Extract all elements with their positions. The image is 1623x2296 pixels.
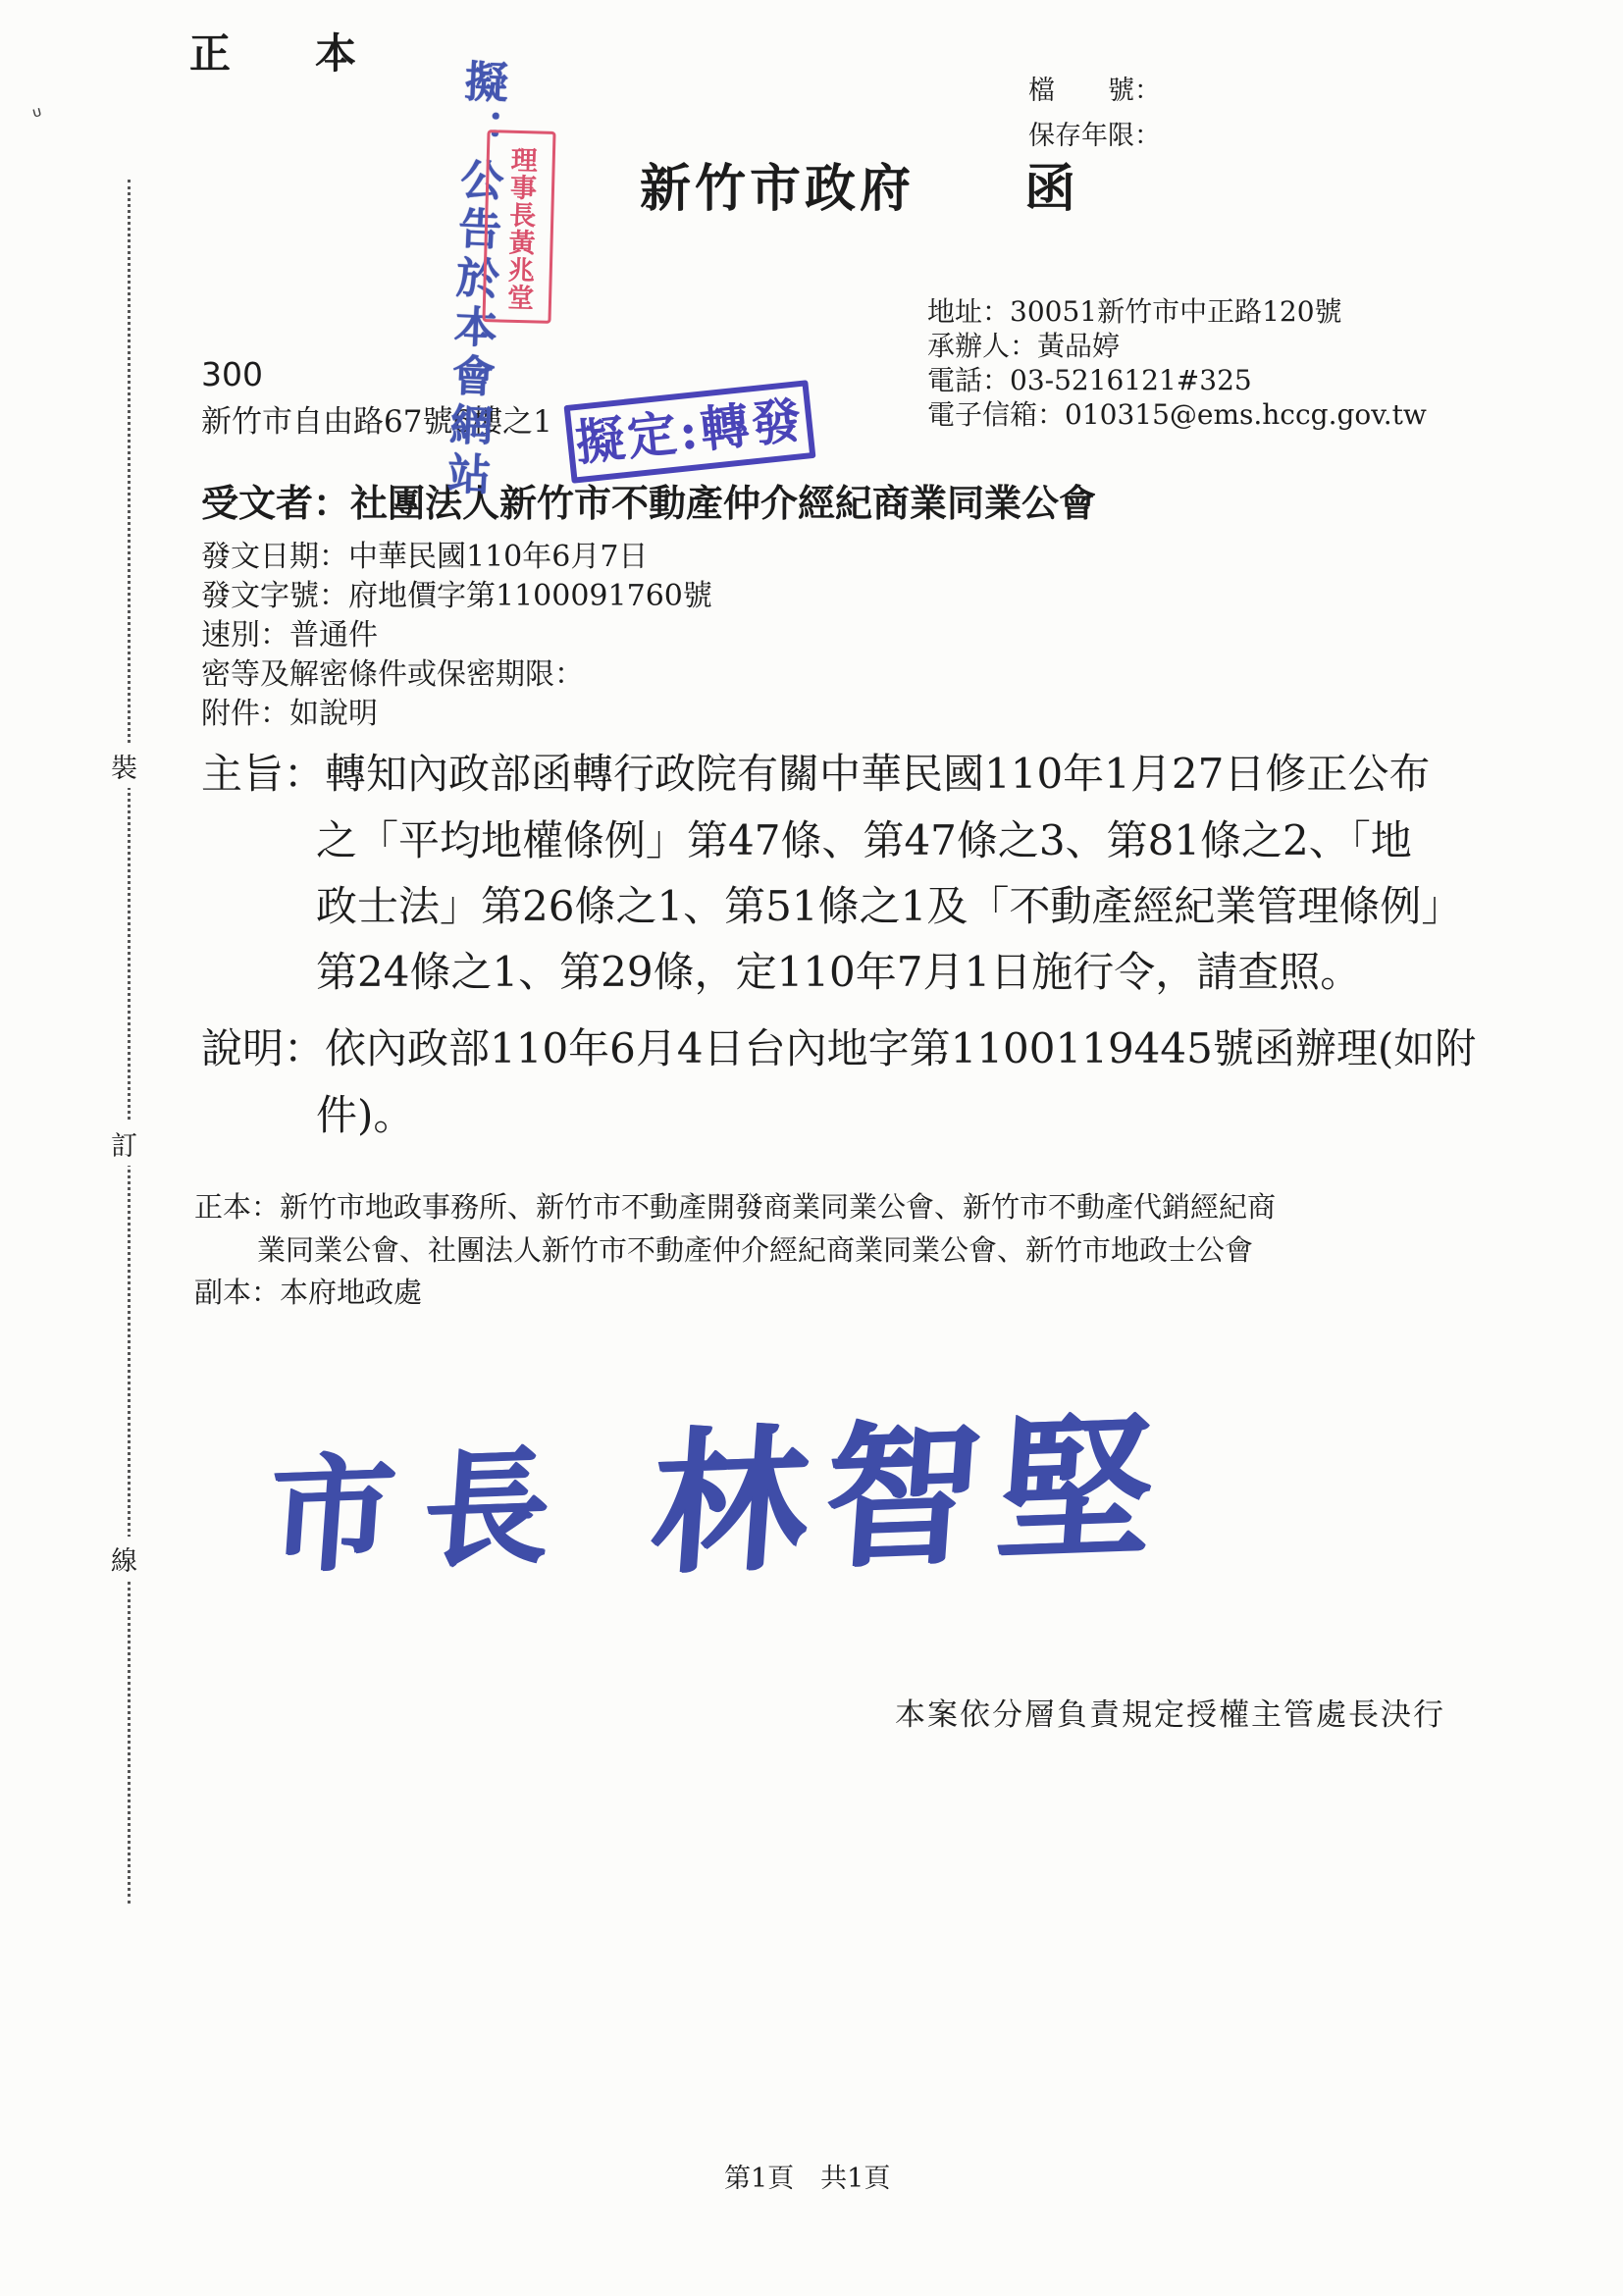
sender-phone: 電話：03-5216121#325 <box>927 364 1252 396</box>
sender-officer: 承辦人：黃品婷 <box>927 330 1121 362</box>
priority: 速別：普通件 <box>201 618 378 652</box>
chairman-stamp: 理事長黃兆堂 <box>482 130 555 324</box>
explanation-line: 件)。 <box>316 1091 415 1139</box>
explanation-line: 說明：依內政部110年6月4日台內地字第1100119445號函辦理(如附 <box>201 1024 1477 1072</box>
binding-mark-xian: 線 <box>111 1537 137 1581</box>
subject-line: 政士法」第26條之1、第51條之1及「不動產經紀業管理條例」 <box>316 882 1463 930</box>
binding-mark-zhuang: 裝 <box>111 744 137 788</box>
signature-title: 市長 <box>264 1432 585 1591</box>
recipient-line: 受文者：社團法人新竹市不動產仲介經紀商業同業公會 <box>201 481 1097 525</box>
subject-line: 主旨：轉知內政部函轉行政院有關中華民國110年1月27日修正公布 <box>201 750 1431 798</box>
recipient-street: 新竹市自由路67號6樓之1 <box>201 404 552 440</box>
sender-address: 地址：30051新竹市中正路120號 <box>927 295 1342 328</box>
sender-email: 電子信箱：010315@ems.hccg.gov.tw <box>927 398 1427 431</box>
copy-type-label: 正 本 <box>189 29 379 78</box>
binding-dotted-line <box>128 180 131 1904</box>
subject-line: 之「平均地權條例」第47條、第47條之3、第81條之2、「地 <box>316 816 1412 864</box>
signature-name: 林智堅 <box>646 1395 1178 1596</box>
handwritten-blue-note: 擬：公告於本會網站 <box>439 58 508 501</box>
file-number-label: 檔 號： <box>1028 76 1161 106</box>
document-title: 新竹市政府 函 <box>640 159 1080 219</box>
subject-line: 第24條之1、第29條，定110年7月1日施行令，請查照。 <box>316 948 1362 996</box>
mayor-signature <box>262 1363 1178 1618</box>
binding-mark-ding: 訂 <box>111 1122 137 1166</box>
recipient-zip: 300 <box>201 355 263 393</box>
page-number-footer: 第1頁 共1頁 <box>724 2164 891 2194</box>
sender-contact-block <box>927 294 1427 432</box>
security-classification: 密等及解密條件或保密期限： <box>201 657 584 692</box>
authorization-note: 本案依分層負責規定授權主管處長決行 <box>895 1697 1445 1733</box>
copies-original-line: 業同業公會、社團法人新竹市不動產仲介經紀商業同業公會、新竹市地政士公會 <box>257 1233 1254 1267</box>
scan-artifact-mark: ᶸ <box>29 101 47 132</box>
doc-number: 發文字號：府地價字第1100091760號 <box>201 579 712 613</box>
attachment-note: 附件：如說明 <box>201 697 378 731</box>
disposition-stamp: 擬定:轉發 <box>564 380 816 484</box>
copies-cc-line: 副本：本府地政處 <box>194 1276 423 1309</box>
copies-original-line: 正本：新竹市地政事務所、新竹市不動產開發商業同業公會、新竹市不動產代銷經紀商 <box>194 1190 1277 1224</box>
retention-period-label: 保存年限： <box>1028 121 1161 151</box>
issue-date: 發文日期：中華民國110年6月7日 <box>201 540 649 574</box>
